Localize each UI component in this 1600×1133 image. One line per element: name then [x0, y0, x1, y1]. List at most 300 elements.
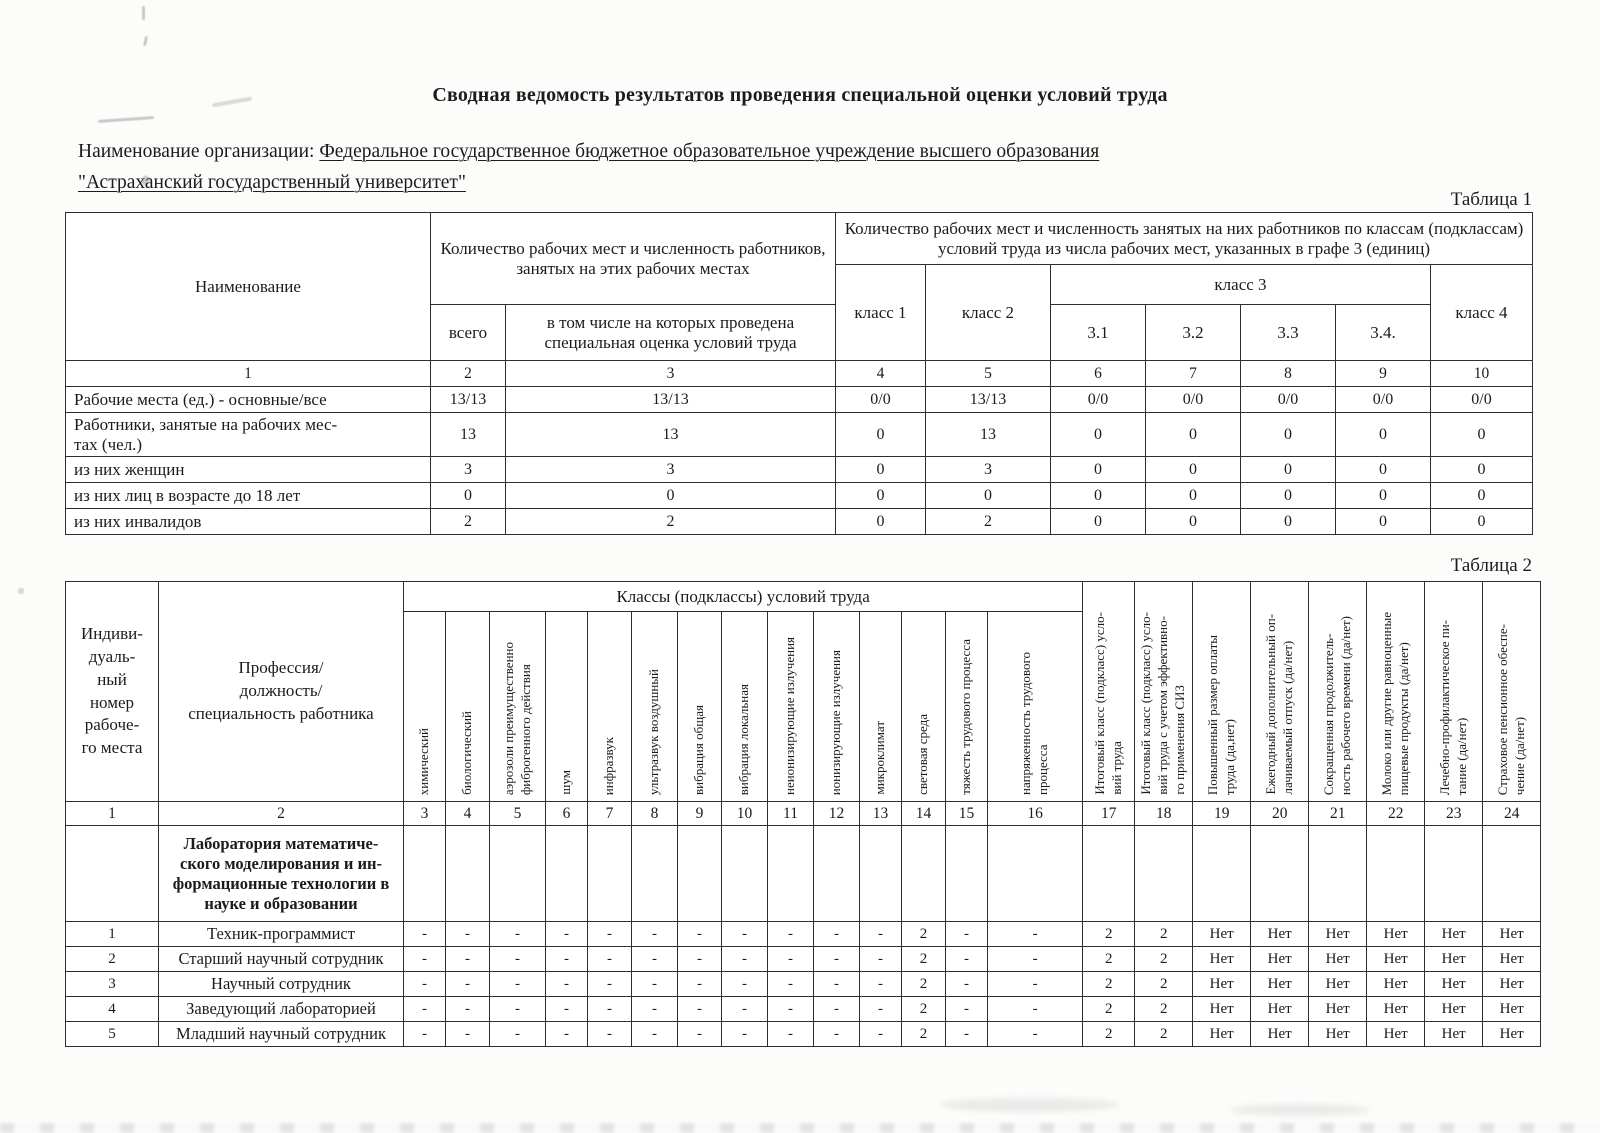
t2-value: -: [722, 947, 768, 972]
table-row: [66, 483, 1533, 509]
t1-value: 0: [1241, 413, 1336, 457]
t2-value: -: [632, 947, 678, 972]
table-row: [66, 922, 1541, 947]
scan-artifact: [940, 1098, 1120, 1112]
t2-value: -: [946, 997, 988, 1022]
t1-head-name: Наименование: [66, 213, 431, 361]
t2-col-num: 8: [632, 802, 678, 826]
table-row: [66, 387, 1533, 413]
t2-value: -: [814, 997, 860, 1022]
t2-section-title: Лаборатория математиче- ского моделирования и ин- формационные технологии в науке и образовании: [159, 826, 404, 922]
t2-value: Нет: [1483, 1022, 1541, 1047]
t2-row-num: 3: [66, 972, 159, 997]
t2-value: -: [632, 997, 678, 1022]
t2-head-increased-pay: [1193, 582, 1251, 802]
t2-value: -: [814, 922, 860, 947]
t1-value: 13: [926, 413, 1051, 457]
t2-head-light: [902, 612, 946, 802]
t1-head-class1: класс 1: [836, 265, 926, 361]
t2-head-light-label: световая среда: [915, 714, 931, 795]
t1-value: 0: [1146, 509, 1241, 535]
t2-head-milk: [1367, 582, 1425, 802]
t1-value: 3: [926, 457, 1051, 483]
t1-row-label: из них инвалидов: [66, 509, 431, 535]
table-row: [66, 997, 1541, 1022]
t2-value: -: [546, 997, 588, 1022]
t2-value: Нет: [1251, 1022, 1309, 1047]
t2-value: 2: [1135, 1022, 1193, 1047]
t2-value: -: [860, 947, 902, 972]
t2-value: 2: [1135, 922, 1193, 947]
empty-cell: [1083, 826, 1135, 922]
t2-value: -: [588, 922, 632, 947]
t2-head-profession: Профессия/ должность/ специальность работника: [159, 582, 404, 802]
t2-value: Нет: [1193, 922, 1251, 947]
empty-cell: [632, 826, 678, 922]
t2-head-ultrasound-label: ультразвук воздушный: [646, 668, 662, 795]
t2-value: -: [446, 1022, 490, 1047]
t2-col-num: 15: [946, 802, 988, 826]
t1-value: 3: [431, 457, 506, 483]
t2-value: 2: [1083, 997, 1135, 1022]
org-name-line2: "Астраханский государственный университет": [78, 172, 466, 193]
t2-value: -: [860, 972, 902, 997]
t1-value: 0: [1336, 509, 1431, 535]
t1-value: 0: [506, 483, 836, 509]
t2-value: -: [490, 972, 546, 997]
t2-value: Нет: [1483, 922, 1541, 947]
empty-cell: [722, 826, 768, 922]
t1-row-label: Рабочие места (ед.) - основные/все: [66, 387, 431, 413]
t2-head-aerosols-label: аэрозоли преимущественно фиброгенного действия: [500, 641, 533, 795]
t2-col-num: 3: [404, 802, 446, 826]
t1-value: 0: [1051, 483, 1146, 509]
t1-head-souts: в том числе на которых проведена специальная оценка условий труда: [506, 305, 836, 361]
t2-value: -: [814, 1022, 860, 1047]
t1-value: 13: [506, 413, 836, 457]
t2-value: Нет: [1193, 972, 1251, 997]
t2-value: -: [860, 997, 902, 1022]
t2-head-pension-label: Страховое пенсионное обеспе- чение (да/нет): [1494, 623, 1527, 795]
empty-cell: [404, 826, 446, 922]
t2-value: Нет: [1251, 922, 1309, 947]
t2-value: Нет: [1367, 997, 1425, 1022]
t2-value: -: [588, 947, 632, 972]
t1-value: 13/13: [431, 387, 506, 413]
table-row: [66, 972, 1541, 997]
t1-value: 0: [1336, 413, 1431, 457]
t2-value: -: [814, 947, 860, 972]
t1-value: 13: [431, 413, 506, 457]
t2-head-severity: [946, 612, 988, 802]
t1-row-label: Работники, занятые на рабочих мес- тах (чел.): [66, 413, 431, 457]
t2-value: -: [678, 972, 722, 997]
t2-value: -: [946, 947, 988, 972]
t2-value: -: [632, 922, 678, 947]
t2-value: Нет: [1367, 1022, 1425, 1047]
table-row: [66, 1022, 1541, 1047]
t1-value: 0/0: [1146, 387, 1241, 413]
t2-value: -: [546, 1022, 588, 1047]
t2-head-infrasound: [588, 612, 632, 802]
t2-head-reduced-hours: [1309, 582, 1367, 802]
scan-artifact: [142, 6, 145, 20]
t1-value: 0: [1146, 457, 1241, 483]
t1-col-num: 8: [1241, 361, 1336, 387]
empty-cell: [1483, 826, 1541, 922]
t1-row-label: из них лиц в возрасте до 18 лет: [66, 483, 431, 509]
t1-value: 0: [1241, 457, 1336, 483]
t2-value: Нет: [1193, 1022, 1251, 1047]
t2-value: 2: [902, 922, 946, 947]
t1-value: 0/0: [1051, 387, 1146, 413]
t2-value: -: [768, 947, 814, 972]
t2-col-num: 14: [902, 802, 946, 826]
t1-value: 0/0: [1431, 387, 1533, 413]
t2-head-vibration-general: [678, 612, 722, 802]
t2-value: -: [588, 1022, 632, 1047]
t2-head-nonionizing-label: неионизирующие излучения: [782, 637, 798, 795]
t2-value: -: [678, 1022, 722, 1047]
t2-head-increased-pay-label: Повышенный размер оплаты труда (да,нет): [1204, 634, 1237, 795]
empty-cell: [546, 826, 588, 922]
t1-col-num: 1: [66, 361, 431, 387]
t1-head-class2: класс 2: [926, 265, 1051, 361]
t2-value: -: [546, 922, 588, 947]
table-2-workplaces: [65, 581, 1541, 1047]
scan-artifact: [18, 588, 24, 594]
t2-value: -: [404, 947, 446, 972]
t2-value: Нет: [1483, 972, 1541, 997]
t2-value: -: [988, 997, 1083, 1022]
t2-value: 2: [1135, 972, 1193, 997]
t1-head-sub31: 3.1: [1051, 305, 1146, 361]
t1-value: 13/13: [926, 387, 1051, 413]
empty-cell: [768, 826, 814, 922]
t1-value: 0: [1146, 413, 1241, 457]
t2-head-chemical: [404, 612, 446, 802]
t2-value: -: [490, 922, 546, 947]
empty-cell: [946, 826, 988, 922]
t2-value: Нет: [1483, 997, 1541, 1022]
t1-value: 0: [1431, 457, 1533, 483]
table-row: [66, 457, 1533, 483]
t1-value: 2: [506, 509, 836, 535]
t2-value: 2: [1135, 947, 1193, 972]
t2-head-final-class-siz: [1135, 582, 1193, 802]
t2-col-num: 16: [988, 802, 1083, 826]
t2-value: Нет: [1425, 947, 1483, 972]
t2-head-final-class-siz-label: Итоговый класс (подкласс) усло- вий труда с учетом эффективно- го применения СИЗ: [1138, 612, 1188, 795]
t2-value: -: [404, 997, 446, 1022]
t2-col-num: 7: [588, 802, 632, 826]
empty-cell: [814, 826, 860, 922]
t2-profession: Техник-программист: [159, 922, 404, 947]
empty-cell: [1251, 826, 1309, 922]
t2-head-severity-label: тяжесть трудового процесса: [958, 639, 974, 795]
t1-col-num: 7: [1146, 361, 1241, 387]
t2-value: Нет: [1425, 997, 1483, 1022]
t2-profession: Старший научный сотрудник: [159, 947, 404, 972]
t1-value: 0: [1431, 509, 1533, 535]
t2-head-intensity-label: напряженность трудового процесса: [1018, 652, 1051, 795]
t2-value: -: [490, 997, 546, 1022]
t2-value: -: [988, 972, 1083, 997]
t1-value: 0/0: [1336, 387, 1431, 413]
t2-value: -: [768, 972, 814, 997]
t1-value: 0: [431, 483, 506, 509]
empty-cell: [490, 826, 546, 922]
t2-head-therapeutic-food: [1425, 582, 1483, 802]
t2-head-therapeutic-food-label: Лечебно-профилактическое пи- тание (да/нет): [1436, 619, 1469, 795]
t1-col-num: 5: [926, 361, 1051, 387]
t2-value: -: [722, 1022, 768, 1047]
t2-value: 2: [1135, 997, 1193, 1022]
t2-value: Нет: [1251, 947, 1309, 972]
t2-row-num: 4: [66, 997, 159, 1022]
t2-value: Нет: [1425, 972, 1483, 997]
t2-head-nonionizing: [768, 612, 814, 802]
t2-head-intensity: [988, 612, 1083, 802]
t2-head-vibration-local: [722, 612, 768, 802]
t1-value: 0: [1146, 483, 1241, 509]
t1-value: 0: [1051, 413, 1146, 457]
t2-value: -: [546, 947, 588, 972]
empty-cell: [1193, 826, 1251, 922]
t2-value: -: [768, 997, 814, 1022]
t2-value: Нет: [1309, 1022, 1367, 1047]
t2-head-extra-leave: [1251, 582, 1309, 802]
empty-cell: [66, 826, 159, 922]
t2-head-biological: [446, 612, 490, 802]
t1-value: 0: [836, 509, 926, 535]
t2-value: -: [446, 922, 490, 947]
t2-value: Нет: [1367, 947, 1425, 972]
t2-value: 2: [902, 972, 946, 997]
t2-value: -: [588, 972, 632, 997]
document-title: Сводная ведомость результатов проведения специальной оценки условий труда: [432, 84, 1168, 106]
t2-value: -: [446, 947, 490, 972]
section-row: [66, 826, 1541, 922]
t2-head-final-class-label: Итоговый класс (подкласс) усло- вий труда: [1091, 612, 1124, 795]
empty-cell: [860, 826, 902, 922]
t1-value: 0: [1336, 457, 1431, 483]
scan-artifact: [98, 116, 154, 123]
table-row: [66, 947, 1541, 972]
t2-value: -: [814, 972, 860, 997]
t2-value: -: [988, 947, 1083, 972]
t2-head-microclimate: [860, 612, 902, 802]
empty-cell: [1425, 826, 1483, 922]
t2-head-vibration-local-label: вибрация локальная: [736, 683, 752, 795]
t1-value: 0: [836, 457, 926, 483]
t2-value: Нет: [1309, 972, 1367, 997]
t2-col-num: 19: [1193, 802, 1251, 826]
t1-value: 0: [1241, 483, 1336, 509]
t1-row-label: из них женщин: [66, 457, 431, 483]
t2-head-aerosols: [490, 612, 546, 802]
t2-profession: Младший научный сотрудник: [159, 1022, 404, 1047]
t2-value: -: [860, 1022, 902, 1047]
t2-col-num: 23: [1425, 802, 1483, 826]
empty-cell: [1367, 826, 1425, 922]
t2-value: -: [404, 922, 446, 947]
t1-col-num: 4: [836, 361, 926, 387]
t2-col-num: 18: [1135, 802, 1193, 826]
t2-col-num: 17: [1083, 802, 1135, 826]
t1-col-num: 10: [1431, 361, 1533, 387]
scan-artifact: [0, 1123, 1600, 1133]
t2-value: -: [404, 972, 446, 997]
t1-value: 13/13: [506, 387, 836, 413]
t2-value: Нет: [1367, 922, 1425, 947]
t1-value: 0: [1241, 509, 1336, 535]
t2-value: -: [678, 997, 722, 1022]
t1-value: 0: [836, 483, 926, 509]
t2-col-num: 21: [1309, 802, 1367, 826]
t2-head-noise-label: шум: [558, 770, 574, 795]
t1-head-sub32: 3.2: [1146, 305, 1241, 361]
t2-head-classes-group: Классы (подклассы) условий труда: [404, 582, 1083, 612]
t1-head-total: всего: [431, 305, 506, 361]
t1-value: 0: [1431, 483, 1533, 509]
t1-col-num: 3: [506, 361, 836, 387]
org-label: Наименование организации:: [78, 141, 320, 162]
t2-row-num: 1: [66, 922, 159, 947]
t2-row-num: 5: [66, 1022, 159, 1047]
t2-head-milk-label: Молоко или другие равноценные пищевые продукты (да/нет): [1378, 611, 1411, 795]
t2-value: Нет: [1309, 922, 1367, 947]
t2-value: -: [632, 972, 678, 997]
scan-artifact: [1230, 1104, 1370, 1116]
t2-head-workplace-number: Индиви- дуаль- ный номер рабоче- го места: [66, 582, 159, 802]
t2-value: Нет: [1425, 1022, 1483, 1047]
t2-col-num: 22: [1367, 802, 1425, 826]
t2-col-num: 20: [1251, 802, 1309, 826]
table-row: [66, 509, 1533, 535]
t1-value: 2: [926, 509, 1051, 535]
t1-head-sub33: 3.3: [1241, 305, 1336, 361]
t2-value: -: [946, 1022, 988, 1047]
t2-value: -: [446, 997, 490, 1022]
t1-value: 0: [1051, 457, 1146, 483]
t1-value: 2: [431, 509, 506, 535]
t2-value: -: [490, 947, 546, 972]
t2-value: Нет: [1251, 997, 1309, 1022]
scan-artifact: [143, 36, 148, 46]
empty-cell: [678, 826, 722, 922]
empty-cell: [588, 826, 632, 922]
t2-value: -: [678, 922, 722, 947]
t2-row-num: 2: [66, 947, 159, 972]
t1-value: 0: [836, 413, 926, 457]
t2-value: -: [860, 922, 902, 947]
t2-value: -: [490, 1022, 546, 1047]
t2-value: -: [632, 1022, 678, 1047]
t2-value: 2: [902, 1022, 946, 1047]
t2-value: -: [946, 972, 988, 997]
t2-value: Нет: [1193, 947, 1251, 972]
t2-value: -: [588, 997, 632, 1022]
t2-value: -: [404, 1022, 446, 1047]
t1-value: 0/0: [1241, 387, 1336, 413]
t2-value: -: [768, 1022, 814, 1047]
t2-value: Нет: [1367, 972, 1425, 997]
t1-value: 0: [1051, 509, 1146, 535]
t2-col-num: 9: [678, 802, 722, 826]
t1-col-num: 6: [1051, 361, 1146, 387]
t1-value: 0: [1431, 413, 1533, 457]
t2-value: -: [988, 922, 1083, 947]
t2-head-ultrasound: [632, 612, 678, 802]
t2-value: Нет: [1483, 947, 1541, 972]
t2-value: Нет: [1309, 947, 1367, 972]
t2-col-num: 11: [768, 802, 814, 826]
t1-value: 0: [926, 483, 1051, 509]
empty-cell: [902, 826, 946, 922]
t1-head-group-right: Количество рабочих мест и численность занятых на них работников по классам (подклассам) условий труда из числа рабочих мест, указанных в графе 3 (единиц): [836, 213, 1533, 265]
t2-value: -: [722, 997, 768, 1022]
t2-value: -: [946, 922, 988, 947]
t2-col-num: 1: [66, 802, 159, 826]
t2-value: Нет: [1193, 997, 1251, 1022]
t2-value: 2: [1083, 947, 1135, 972]
t1-head-sub34: 3.4.: [1336, 305, 1431, 361]
t2-head-extra-leave-label: Ежегодный дополнительный оп- лачиваемый отпуск (да/нет): [1262, 614, 1295, 795]
table-1-summary: [65, 212, 1533, 535]
t2-col-num: 2: [159, 802, 404, 826]
t2-value: -: [546, 972, 588, 997]
t2-head-vibration-general-label: вибрация общая: [691, 705, 707, 795]
t2-value: Нет: [1425, 922, 1483, 947]
t2-col-num: 5: [490, 802, 546, 826]
t2-col-num: 10: [722, 802, 768, 826]
table1-caption: Таблица 1: [1450, 189, 1532, 210]
empty-cell: [988, 826, 1083, 922]
t2-col-num: 13: [860, 802, 902, 826]
t2-value: -: [678, 947, 722, 972]
t2-value: 2: [1083, 922, 1135, 947]
table-row: [66, 413, 1533, 457]
org-name-line1: Федеральное государственное бюджетное образовательное учреждение высшего образования: [319, 141, 1100, 162]
t2-profession: Заведующий лабораторией: [159, 997, 404, 1022]
t2-head-infrasound-label: инфразвук: [601, 736, 617, 795]
t2-col-num: 6: [546, 802, 588, 826]
empty-cell: [446, 826, 490, 922]
t2-head-biological-label: биологический: [459, 711, 475, 795]
t1-head-group-left: Количество рабочих мест и численность работников, занятых на этих рабочих местах: [431, 213, 836, 305]
organization-line: [78, 136, 1548, 198]
t1-col-num: 2: [431, 361, 506, 387]
t2-head-ionizing: [814, 612, 860, 802]
t2-head-microclimate-label: микроклимат: [872, 721, 888, 795]
t2-value: -: [988, 1022, 1083, 1047]
t2-value: -: [446, 972, 490, 997]
t2-value: -: [722, 922, 768, 947]
empty-cell: [1309, 826, 1367, 922]
t2-value: Нет: [1251, 972, 1309, 997]
t2-head-chemical-label: химический: [416, 727, 432, 795]
t1-head-class3: класс 3: [1051, 265, 1431, 305]
t1-value: 0: [1336, 483, 1431, 509]
t2-value: 2: [1083, 1022, 1135, 1047]
empty-cell: [1135, 826, 1193, 922]
t1-value: 3: [506, 457, 836, 483]
t2-profession: Научный сотрудник: [159, 972, 404, 997]
t2-value: -: [722, 972, 768, 997]
t1-head-class4: класс 4: [1431, 265, 1533, 361]
t2-head-reduced-hours-label: Сокращенная продолжитель- ность рабочего времени (да/нет): [1320, 615, 1353, 795]
